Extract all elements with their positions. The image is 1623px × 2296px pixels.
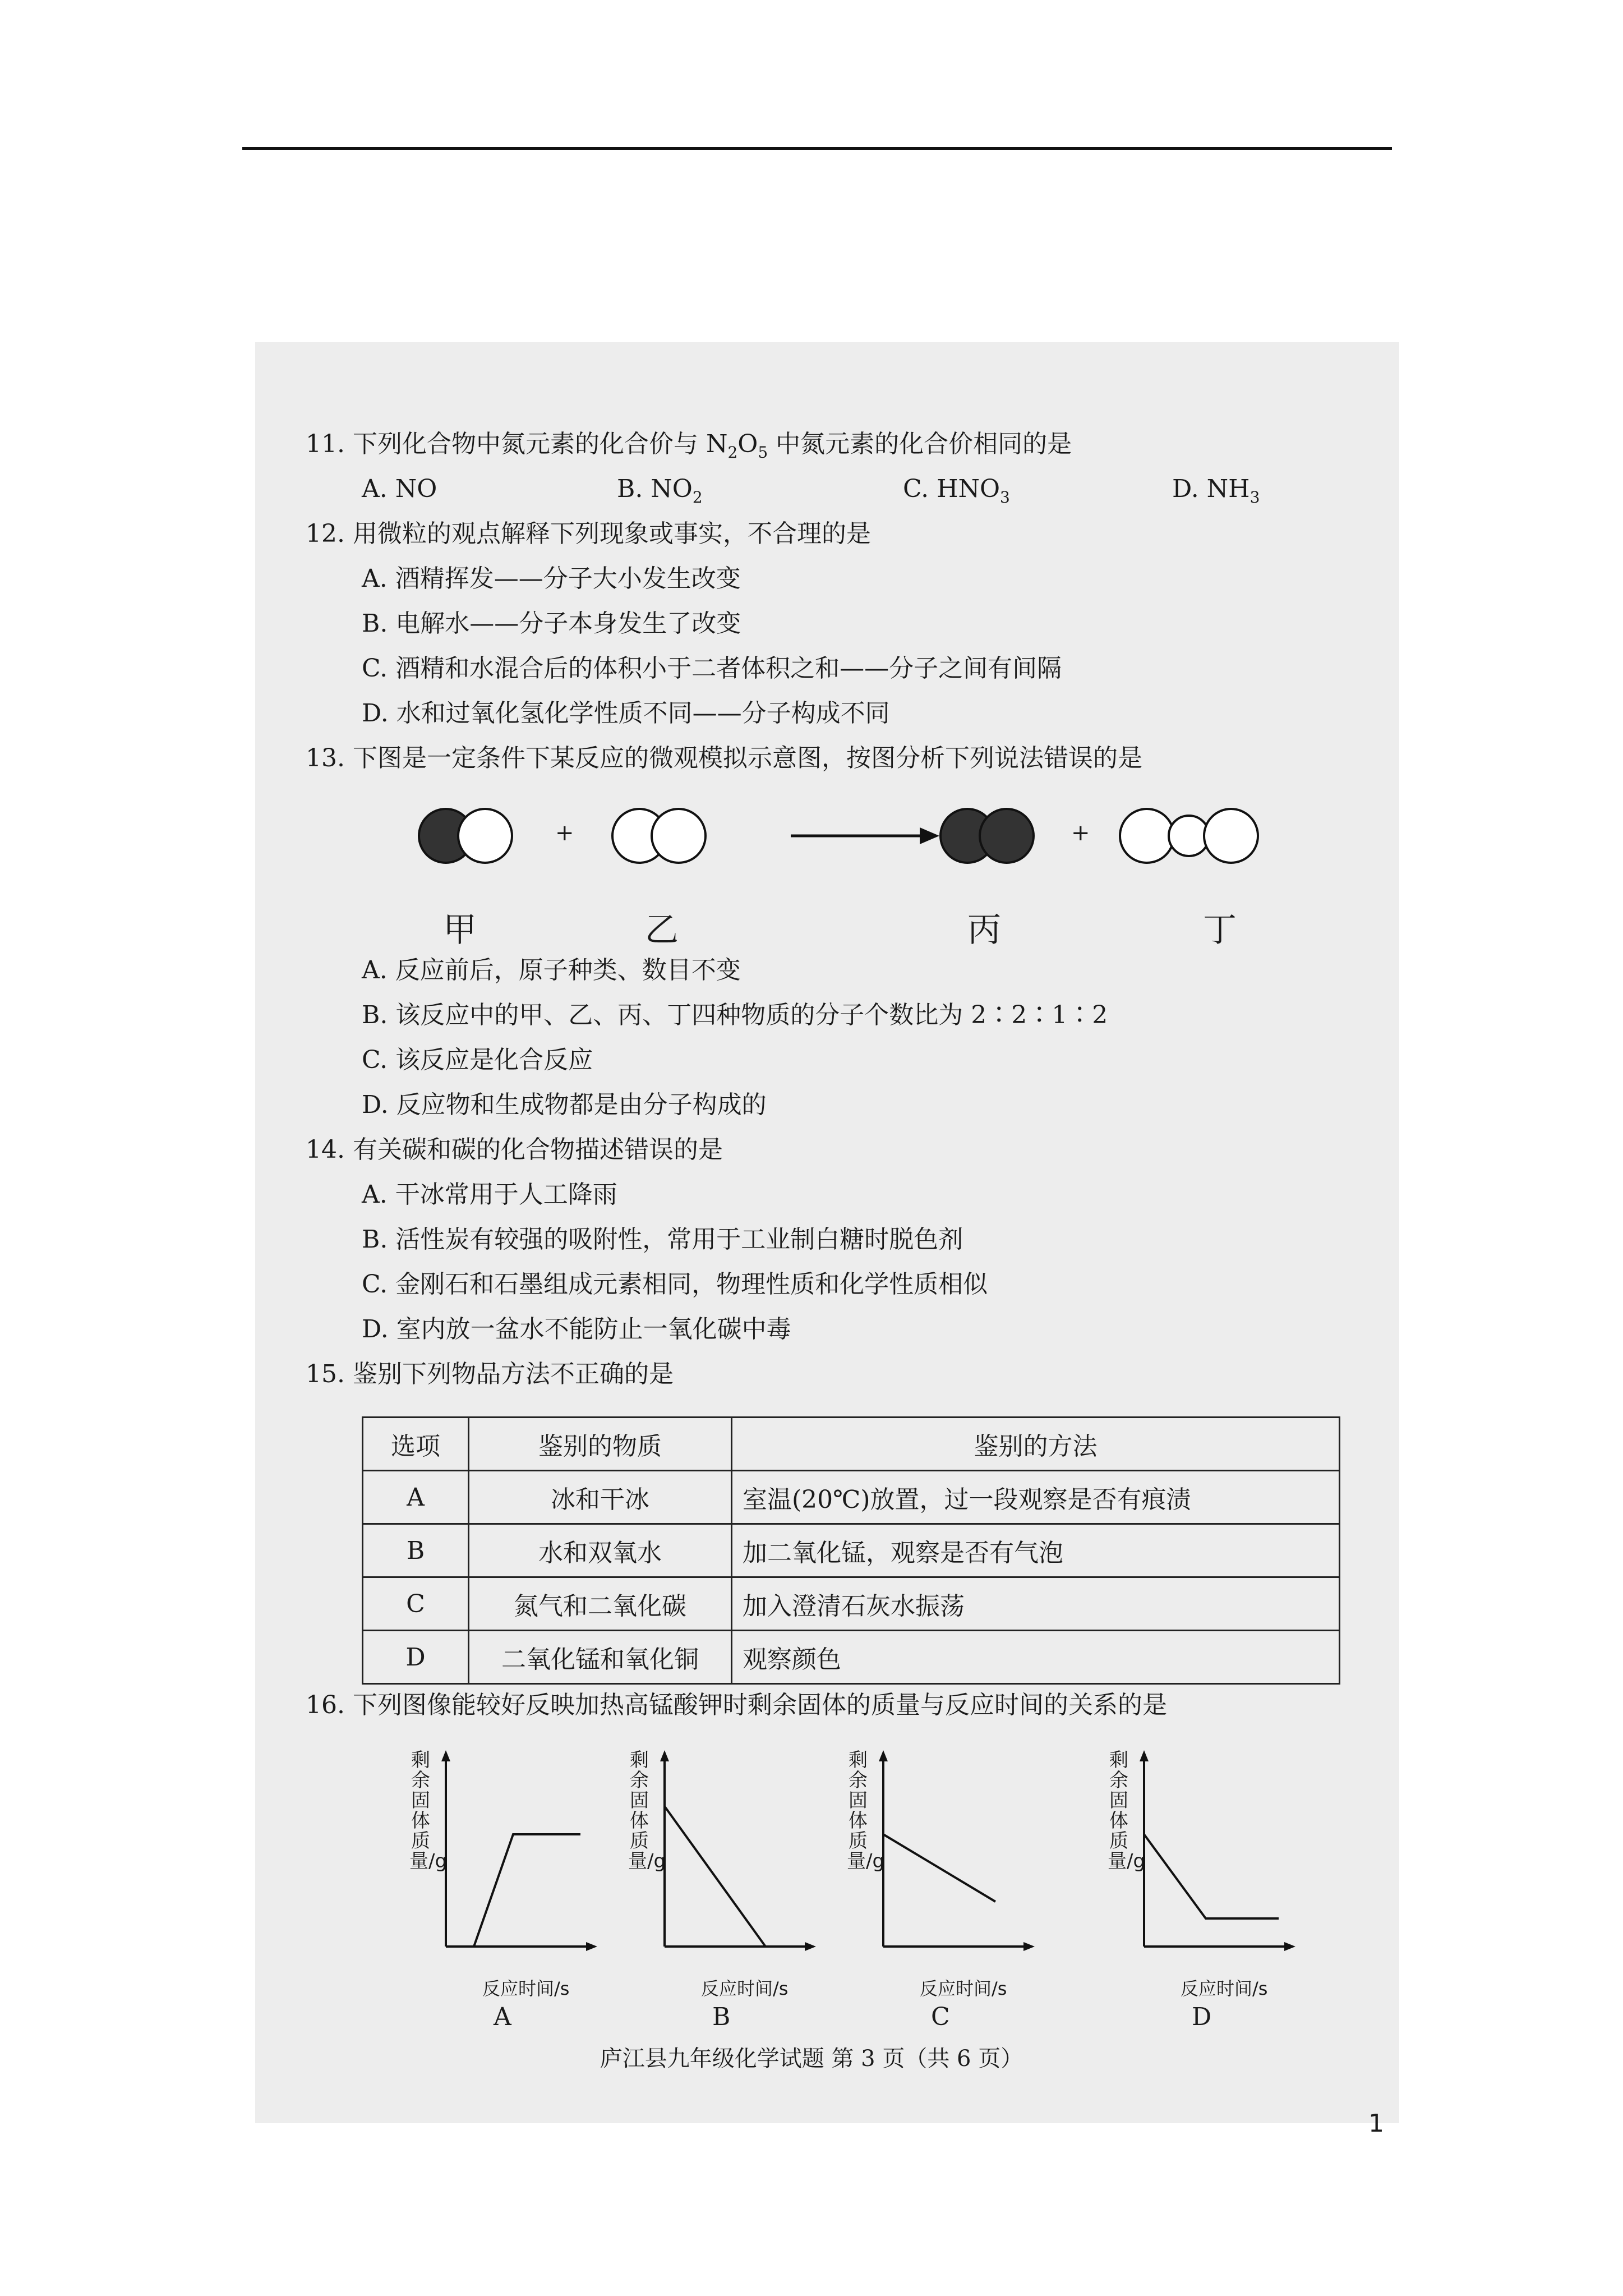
graph-b-letter: B: [712, 2003, 731, 2031]
header-substance: 鉴别的物质: [469, 1418, 732, 1471]
q11-option-d: D. $NH_3$: [1172, 475, 1260, 507]
graph-c-ylabel: 剩余固体质量/g: [847, 1749, 885, 1872]
question-14-stem: 14. 有关碳和碳的化合物描述错误的是: [306, 1135, 723, 1164]
q14-option-a: A. 干冰常用于人工降雨: [362, 1180, 617, 1209]
plus-sign-2: +: [1071, 820, 1090, 846]
graph-c-xlabel: 反应时间/s: [920, 1978, 1007, 1999]
graph-b-xlabel: 反应时间/s: [701, 1978, 789, 1999]
graph-d-plot: [1133, 1750, 1301, 1975]
label-bing: 丙: [967, 910, 1001, 950]
question-15-stem: 15. 鉴别下列物品方法不正确的是: [306, 1360, 674, 1388]
row-d-option: D: [363, 1631, 469, 1684]
header-option: 选项: [363, 1418, 469, 1471]
graph-b-plot: [653, 1750, 822, 1975]
graph-c-letter: C: [931, 2003, 950, 2031]
graph-d-ylabel: 剩余固体质量/g: [1108, 1749, 1146, 1872]
q13-option-d: D. 反应物和生成物都是由分子构成的: [362, 1091, 767, 1119]
question-16-stem: 16. 下列图像能较好反映加热高锰酸钾时剩余固体的质量与反应时间的关系的是: [306, 1691, 1167, 1719]
q13-option-b: B. 该反应中的甲、乙、丙、丁四种物质的分子个数比为 2∶2∶1∶2: [362, 1001, 1108, 1029]
label-ding: 丁: [1203, 910, 1237, 950]
q14-option-c: C. 金刚石和石墨组成元素相同，物理性质和化学性质相似: [362, 1270, 988, 1299]
table-row: [363, 1471, 1340, 1524]
graph-d: [1108, 1749, 1293, 2031]
graph-d-letter: D: [1192, 2003, 1212, 2031]
q12-option-b: B. 电解水——分子本身发生了改变: [362, 609, 741, 638]
row-a-option: A: [363, 1471, 469, 1524]
q13-option-a: A. 反应前后，原子种类、数目不变: [362, 956, 741, 984]
top-rule: [242, 147, 1392, 150]
graph-a: [409, 1749, 594, 2031]
row-d-substance: 二氧化锰和氧化铜: [469, 1631, 732, 1684]
question-12-stem: 12. 用微粒的观点解释下列现象或事实，不合理的是: [306, 519, 871, 548]
table-header-row: [363, 1418, 1340, 1471]
graph-a-xlabel: 反应时间/s: [482, 1978, 570, 1999]
question-13-stem: 13. 下图是一定条件下某反应的微观模拟示意图，按图分析下列说法错误的是: [306, 744, 1142, 772]
q11-option-b: B. $NO_2$: [617, 475, 703, 507]
graph-c-plot: [872, 1750, 1040, 1975]
q12-option-c: C. 酒精和水混合后的体积小于二者体积之和——分子之间有间隔: [362, 654, 1062, 683]
row-b-option: B: [363, 1524, 469, 1577]
q14-option-d: D. 室内放一盆水不能防止一氧化碳中毒: [362, 1315, 791, 1343]
label-yi: 乙: [645, 910, 679, 950]
graph-d-xlabel: 反应时间/s: [1181, 1978, 1268, 1999]
page-number: 1: [1368, 2109, 1384, 2138]
graph-a-ylabel: 剩余固体质量/g: [409, 1749, 448, 1872]
graph-b-ylabel: 剩余固体质量/g: [628, 1749, 666, 1872]
row-a-method: 室温(20℃)放置，过一段观察是否有痕渍: [732, 1471, 1340, 1524]
page-footer: 庐江县九年级化学试题 第 3 页（共 6 页）: [600, 2046, 1023, 2072]
row-a-substance: 冰和干冰: [469, 1471, 732, 1524]
table-row: [363, 1524, 1340, 1577]
molecule-bing: [940, 809, 1034, 863]
identification-table: [362, 1416, 1340, 1685]
row-c-method: 加入澄清石灰水振荡: [732, 1577, 1340, 1631]
graph-a-letter: A: [494, 2003, 511, 2031]
plus-sign-1: +: [555, 820, 574, 846]
reaction-arrow: [791, 827, 939, 844]
reaction-diagram: [393, 797, 1318, 875]
row-b-method: 加二氧化锰，观察是否有气泡: [732, 1524, 1340, 1577]
header-method: 鉴别的方法: [732, 1418, 1340, 1471]
q14-option-b: B. 活性炭有较强的吸附性，常用于工业制白糖时脱色剂: [362, 1225, 963, 1254]
row-d-method: 观察颜色: [732, 1631, 1340, 1684]
graph-a-plot: [435, 1750, 603, 1975]
table-row: [363, 1577, 1340, 1631]
graph-c: [847, 1749, 1032, 2031]
q11-option-a: A. NO: [362, 475, 437, 503]
q11-option-c: C. $HNO_3$: [903, 475, 1010, 507]
row-c-option: C: [363, 1577, 469, 1631]
row-b-substance: 水和双氧水: [469, 1524, 732, 1577]
graph-b: [628, 1749, 813, 2031]
molecule-ding: [1120, 809, 1258, 863]
q12-option-d: D. 水和过氧化氢化学性质不同——分子构成不同: [362, 699, 890, 728]
row-c-substance: 氮气和二氧化碳: [469, 1577, 732, 1631]
molecule-jia: [419, 809, 512, 863]
label-jia: 甲: [443, 910, 477, 950]
table-row: [363, 1631, 1340, 1684]
molecule-yi: [612, 809, 706, 863]
q13-option-c: C. 该反应是化合反应: [362, 1046, 593, 1074]
question-11-stem: 11. 下列化合物中氮元素的化合价与 $N_2O_5$ 中氮元素的化合价相同的是: [306, 430, 1072, 462]
q12-option-a: A. 酒精挥发——分子大小发生改变: [362, 564, 741, 593]
